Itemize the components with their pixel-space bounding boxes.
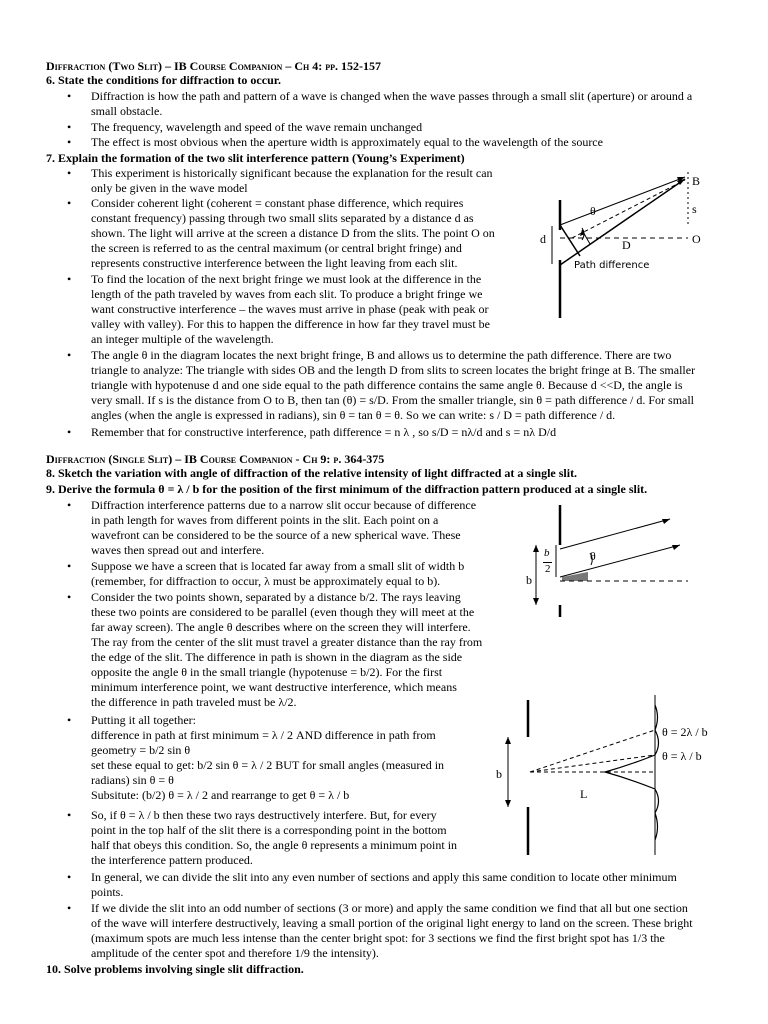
label-b-half-numerator: b bbox=[544, 547, 550, 559]
list-item: • Diffraction is how the path and pattern of a wave is changed when the wave passes through a small slit (aperture) or around a bbox=[67, 89, 693, 103]
question-10: 10. Solve problems involving single slit diffraction. bbox=[46, 962, 304, 976]
list-item: • Remember that for constructive interference, path difference = n λ , so s/D = nλ/d and s = nλ D/d bbox=[67, 425, 557, 439]
label-O: O bbox=[692, 232, 701, 246]
list-item: • Suppose we have a screen that is located far away from a small slit of width b (remember, for diffraction to occur, λ must be approximately equal to b). bbox=[67, 559, 465, 588]
label-L: L bbox=[580, 787, 588, 801]
two-slit-diagram bbox=[520, 160, 720, 325]
label-theta-2: θ = 2λ / b bbox=[662, 725, 708, 739]
diffraction-pattern-figure bbox=[490, 695, 720, 860]
label-s: s bbox=[692, 202, 697, 216]
list-item: • To find the location of the next bright fringe we must look at the difference in the length of the path traveled by waves from each slit. To produce a bright fringe we want constructive interference – the waves must arrive in phase (peak with peak or valley with valley). For this to happen the difference in how far they travel must be an integer multiple of the wavelength. bbox=[67, 272, 490, 346]
list-item: • If we divide the slit into an odd number of sections (3 or more) and apply the same condition we find that all but one section of the wave will interfere destructively, leaving a small portion of the original light energy to land on the screen. These bright (maximum spots are much less intense than the center bright spot: for 3 sections we find the first bright spot has 1/3 the amplitude of the center spot and therefore 1/9 the intensity). bbox=[67, 901, 693, 960]
label-theta: θ bbox=[590, 204, 596, 218]
list-item: • In general, we can divide the slit into any even number of sections and apply this same condition to locate other minimum points. bbox=[67, 870, 677, 899]
list-item: • So, if θ = λ / b then these two rays destructively interfere. But, for every point in the top half of the slit there is a corresponding point in the bottom half that obeys this condition. So, the angle θ represents a minimum point in the interference pattern produced. bbox=[67, 808, 458, 867]
list-item: • The frequency, wavelength and speed of the wave remain unchanged bbox=[67, 120, 423, 134]
list-item-continuation: small obstacle. bbox=[91, 104, 163, 118]
question-8: 8. Sketch the variation with angle of diffraction of the relative intensity of light diffracted at a single slit. bbox=[46, 466, 578, 480]
list-item: • Putting it all together: difference in path at first minimum = λ / 2 AND difference in path from geometry = b/2 sin θ set these equal to get: b/2 sin θ = λ / 2 BUT for small angles (measured in radians) sin θ = θ Subsitute: (b/2) θ = λ / 2 and rearrange to get θ = λ / b bbox=[67, 713, 445, 802]
label-B: B bbox=[692, 174, 701, 188]
list-item: • Consider the two points shown, separated by a distance b/2. The rays leaving these two points are considered to be parallel (even though they will meet at the far away screen). The angle θ describes where on the screen they will interfere. The ray from the center of the slit must travel a greater distance than the ray from the edge of the slit. The difference in path is shown in the diagram as the side opposite the angle θ in the small triangle (hypotenuse = b/2). For the first minimum interference point, we want destructive interference, which means the difference in path traveled must be λ/2. bbox=[67, 590, 483, 709]
diffraction-pattern-diagram bbox=[490, 695, 720, 860]
label-D: D bbox=[622, 238, 631, 252]
list-item: • Consider coherent light (coherent = constant phase difference, which requires constant frequency) passing through two small slits separated by a distance d as shown. The light will arrive at the screen a distance D from the slits. The point O on the screen is referred to as the central maximum (or central bright fringe) and represents constructive interference between the light leaving from each slit. bbox=[67, 196, 495, 270]
list-item: • Diffraction interference patterns due to a narrow slit occur because of difference in path length for waves from different points in the slit. Each point on a wavefront can be considered to be the source of a new spherical wave. These waves then spread out and interfere. bbox=[67, 498, 477, 557]
single-slit-diagram bbox=[520, 505, 700, 620]
label-b-half-denominator: 2 bbox=[545, 563, 551, 575]
label-b: b bbox=[526, 573, 532, 587]
list-item: • The angle θ in the diagram locates the next bright fringe, B and allows us to determine the path difference. There are two triangle to analyze: The triangle with sides OB and the length D from slits to screen locates the bright fringe at B. The smaller triangle with hypotenuse d and one side equal to the path difference contains the same angle θ. Because d <<D, the angle is very small. If s is the distance from O to B, then tan (θ) = s/D. From the smaller triangle, sin θ = path difference / d. For small angles (when the angle is expressed in radians), sin θ = tan θ = θ. So we can write: s / D = path difference / d. bbox=[67, 348, 696, 422]
label-b: b bbox=[496, 767, 502, 781]
question-6: 6. State the conditions for diffraction to occur. bbox=[46, 73, 281, 87]
label-theta: θ bbox=[590, 549, 596, 563]
label-theta-1: θ = λ / b bbox=[662, 749, 702, 763]
question-7: 7. Explain the formation of the two slit interference pattern (Young’s Experiment) bbox=[46, 151, 465, 165]
two-slit-figure bbox=[520, 160, 720, 325]
list-item: • This experiment is historically significant because the explanation for the result can only be given in the wave model bbox=[67, 166, 493, 195]
list-item: • The effect is most obvious when the aperture width is approximately equal to the wavelength of the source bbox=[67, 135, 603, 149]
label-path-difference: Path difference bbox=[574, 260, 650, 271]
question-9: 9. Derive the formula θ = λ / b for the position of the first minimum of the diffraction pattern produced at a single slit. bbox=[46, 482, 648, 496]
section-heading-two-slit: Diffraction (Two Slit) – IB Course Companion – Ch 4: pp. 152-157 bbox=[46, 59, 381, 73]
section-heading-single-slit: Diffraction (Single Slit) – IB Course Companion - Ch 9: p. 364-375 bbox=[46, 452, 385, 466]
label-d: d bbox=[540, 232, 546, 246]
